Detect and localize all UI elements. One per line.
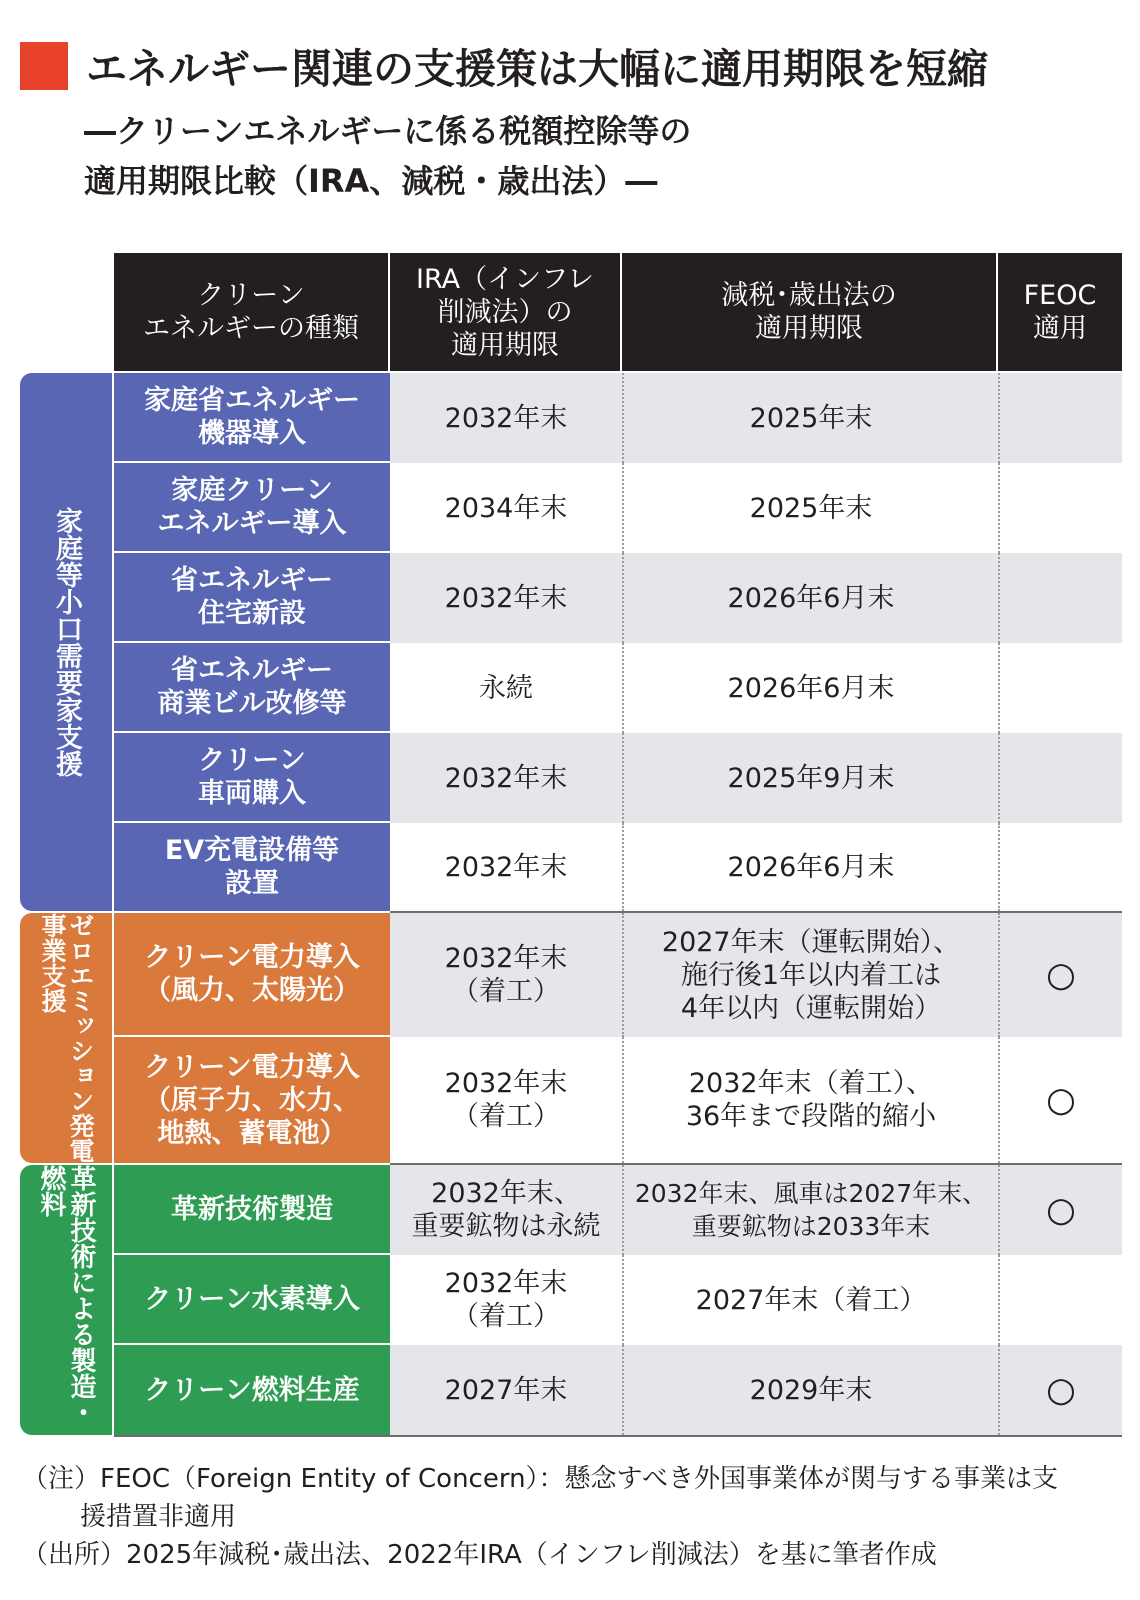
- table-row: [114, 733, 1122, 823]
- table-row: [114, 1345, 1122, 1435]
- row-obbb-value: 2025年末: [749, 492, 873, 524]
- row-ira-value: 2027年末: [444, 1374, 568, 1406]
- row-ira-value: 2034年末: [444, 492, 568, 524]
- row-category-label: 革新技術製造: [171, 1193, 333, 1225]
- row-obbb-value: 2026年6月末: [727, 672, 895, 704]
- row-category: [114, 463, 390, 553]
- table-row: [114, 373, 1122, 463]
- group-innovation-manufacturing: [20, 1165, 112, 1435]
- row-obbb-value: 2029年末: [749, 1374, 873, 1406]
- subtitle-line-2: 適用期限比較（IRA、減税・歳出法）―: [84, 162, 658, 200]
- row-feoc: [998, 1345, 1122, 1435]
- row-obbb-value: 2025年末: [749, 402, 873, 434]
- row-category: [114, 1345, 390, 1435]
- row-obbb-deadline: [622, 1165, 998, 1255]
- header-category: [114, 253, 388, 371]
- row-obbb-value: 2026年6月末: [727, 582, 895, 614]
- row-category-label: 家庭クリーン エネルギー導入: [157, 475, 347, 539]
- row-category: [114, 1165, 390, 1255]
- header-category-label: クリーン エネルギーの種類: [143, 280, 359, 344]
- row-category-label: 省エネルギー 住宅新設: [171, 565, 333, 629]
- row-ira-deadline: [390, 913, 622, 1037]
- row-obbb-value: 2026年6月末: [727, 851, 895, 883]
- row-ira-value: 2032年末: [444, 582, 568, 614]
- row-obbb-value: 2025年9月末: [727, 762, 895, 794]
- page-subtitle: [84, 106, 691, 206]
- row-obbb-deadline: [622, 553, 998, 643]
- footnote-line-2: 援措置非適用: [80, 1502, 237, 1532]
- row-obbb-deadline: [622, 643, 998, 733]
- header-ira-label: IRA（インフレ 削減法）の 適用期限: [415, 263, 595, 361]
- row-category-label: クリーン水素導入: [144, 1283, 360, 1315]
- table-row: [114, 1255, 1122, 1345]
- row-ira-value: 2032年末: [444, 402, 568, 434]
- row-feoc-value: ○: [1046, 954, 1076, 995]
- header-ira: [390, 253, 620, 371]
- header-obbb: [622, 253, 996, 371]
- row-category: [114, 373, 390, 463]
- row-feoc: [998, 643, 1122, 733]
- row-obbb-deadline: [622, 913, 998, 1037]
- footnote-line-1: （注）FEOC（Foreign Entity of Concern）：懸念すべき外国事業体が関与する事業は支: [22, 1464, 1059, 1494]
- table-row: [114, 913, 1122, 1037]
- row-obbb-deadline: [622, 373, 998, 463]
- row-ira-deadline: [390, 823, 622, 911]
- row-obbb-value: 2027年末（着工）: [695, 1284, 927, 1316]
- table-row: [114, 1165, 1122, 1255]
- row-category-label: クリーン燃料生産: [144, 1374, 360, 1406]
- row-ira-deadline: [390, 1037, 622, 1163]
- row-feoc: [998, 1037, 1122, 1163]
- header-obbb-label: 減税･歳出法の 適用期限: [721, 280, 897, 344]
- row-feoc: [998, 733, 1122, 823]
- row-category: [114, 553, 390, 643]
- row-category-label: クリーン電力導入 （原子力、水力、 地熱、蓄電池）: [144, 1051, 360, 1149]
- group-household-label: 家庭等小口需要家支援: [51, 507, 82, 777]
- table-bottom-border: [114, 1435, 1122, 1437]
- row-category-label: 省エネルギー 商業ビル改修等: [157, 655, 347, 719]
- row-ira-deadline: [390, 1255, 622, 1345]
- table-row: [114, 463, 1122, 553]
- row-ira-value: 2032年末: [444, 851, 568, 883]
- row-ira-value: 2032年末: [444, 762, 568, 794]
- subtitle-line-1: ―クリーンエネルギーに係る税額控除等の: [84, 112, 692, 150]
- row-feoc: [998, 463, 1122, 553]
- header-feoc-label: FEOC 適用: [1023, 280, 1097, 344]
- page-title: エネルギー関連の支援策は大幅に適用期限を短縮: [86, 45, 988, 93]
- table-row: [114, 643, 1122, 733]
- row-category-label: EV充電設備等 設置: [164, 835, 340, 899]
- row-feoc: [998, 373, 1122, 463]
- row-category-label: 家庭省エネルギー 機器導入: [144, 385, 360, 449]
- row-category-label: クリーン電力導入 （風力、太陽光）: [144, 942, 360, 1006]
- row-obbb-deadline: [622, 463, 998, 553]
- row-category: [114, 643, 390, 733]
- row-feoc-value: ○: [1046, 1079, 1076, 1120]
- row-category-label: クリーン 車両購入: [198, 745, 306, 809]
- group-zero-emission-support: [20, 913, 112, 1163]
- footnote: [22, 1460, 1058, 1574]
- row-ira-deadline: [390, 463, 622, 553]
- row-ira-deadline: [390, 553, 622, 643]
- row-ira-value: 2032年末、 重要鉱物は永続: [411, 1178, 601, 1242]
- row-obbb-deadline: [622, 1345, 998, 1435]
- row-ira-deadline: [390, 733, 622, 823]
- table-row: [114, 823, 1122, 911]
- row-ira-deadline: [390, 1165, 622, 1255]
- group-household-support: [20, 373, 112, 911]
- row-obbb-deadline: [622, 1255, 998, 1345]
- group-zero-emission-label: ゼロエミッション発電事業支援: [38, 913, 95, 1163]
- row-ira-value: 永続: [479, 672, 533, 704]
- row-category: [114, 733, 390, 823]
- row-ira-value: 2032年末 （着工）: [444, 943, 568, 1007]
- row-feoc: [998, 913, 1122, 1037]
- table-row: [114, 1037, 1122, 1163]
- row-feoc: [998, 1255, 1122, 1345]
- row-feoc: [998, 553, 1122, 643]
- table-row: [114, 553, 1122, 643]
- row-ira-value: 2032年末 （着工）: [444, 1068, 568, 1132]
- row-obbb-value: 2032年末、風車は2027年末、 重要鉱物は2033年末: [634, 1179, 988, 1241]
- row-category: [114, 1255, 390, 1345]
- row-feoc-value: ○: [1046, 1189, 1076, 1230]
- row-obbb-value: 2027年末（運転開始）、 施行後1年以内着工は 4年以内（運転開始）: [661, 926, 961, 1024]
- row-category: [114, 1037, 390, 1163]
- row-obbb-deadline: [622, 823, 998, 911]
- header-feoc: [998, 253, 1122, 371]
- title-accent-square: [20, 42, 68, 90]
- row-obbb-deadline: [622, 1037, 998, 1163]
- row-ira-deadline: [390, 643, 622, 733]
- row-category: [114, 823, 390, 911]
- row-feoc-value: ○: [1046, 1369, 1076, 1410]
- row-ira-deadline: [390, 1345, 622, 1435]
- row-obbb-value: 2032年末（着工）、 36年まで段階的縮小: [685, 1068, 937, 1132]
- row-feoc: [998, 1165, 1122, 1255]
- row-category: [114, 913, 390, 1037]
- group-innovation-label: 革新技術による製造・燃料: [36, 1165, 96, 1425]
- row-obbb-deadline: [622, 733, 998, 823]
- row-ira-value: 2032年末 （着工）: [444, 1268, 568, 1332]
- row-feoc: [998, 823, 1122, 911]
- source-note: （出所）2025年減税･歳出法、2022年IRA（インフレ削減法）を基に筆者作成: [22, 1540, 937, 1570]
- row-ira-deadline: [390, 373, 622, 463]
